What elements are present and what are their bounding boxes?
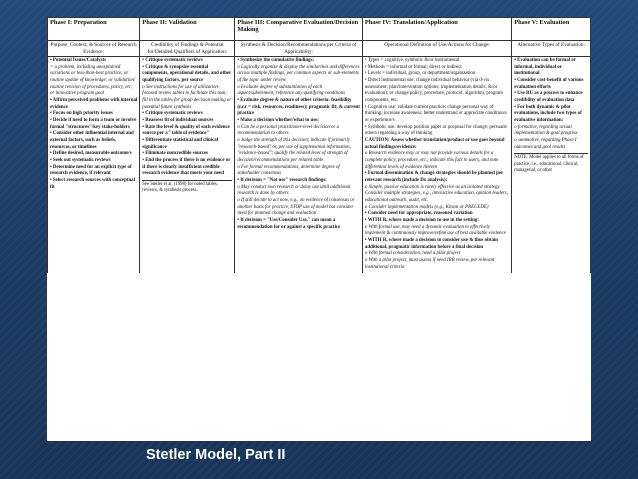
list-item: • Critique systematic reviews [142,58,203,63]
phase-header: Phase III: Comparative Evaluation/Decision Making [235,18,363,41]
phase-subheader: Purpose, Context, & Sources of Research Evidence: [48,41,140,57]
list-item: • Potential Issues/Catalysts [50,58,107,63]
list-item: o Judge the strength of this decision; indicate if primarily "research-based" or, per use of supplemental information, "evidence-based"; qualify the related level of strength of decision/recommendations per related table [237,138,351,164]
list-item: • Make a decision whether/what to use: [237,118,319,124]
phase-subheader: Synthesis & Decision/Recommendations per Criteria of Applicability: [235,41,363,57]
phase-header: Phase V: Evaluation [512,18,591,41]
list-item: • Types = cognitive, symbolic &/or instrumental [364,58,460,63]
list-item: • Seek out systematic reviews [50,158,111,164]
list-item: • Levels = individual, group, or department/organization [364,71,476,77]
phase-column-comparative-evaluation [235,57,363,273]
list-item: CAUTION: Assess whether translation/product or use goes beyond actual findings/evidence: [364,138,505,150]
list-item: o With formal use, may need a dynamic evaluation to effectively implement & continuously improve/refine use of best available evidence [364,224,506,237]
list-item: o Consider implementation models (e.g., Kitson or PRECEDE) [364,204,489,210]
list-item: o Research evidence may or may not provide various details for a complete policy, procedure, etc.; indicate this fact to users, and note differential levels of evidence therein [364,151,499,170]
list-item: • If decision = "Not use" research findings: [237,178,327,184]
list-item: o If still decide to act now, e.g., on evidence of consensus or another basis for practice, STOP use of model but consider need for planned change and evaluation [237,198,355,217]
list-item: • Consider need for appropriate, reasoned variation [364,211,473,217]
list-item: • Symbolic use: develop position paper or proposal for change; persuade others regarding a way of thinking [364,124,507,137]
list-item: o For formal recommendations, determine degree of stakeholder consensus [237,164,340,177]
phase-header: Phase I: Preparation [48,18,140,41]
model-table-document [47,17,591,441]
phase-column-validation [140,57,235,273]
list-item: • WITH R, where made a decision to use in the setting: [364,218,479,224]
list-item: • Direct instrumental use: change individual behavior (via d-vis assessment; plan/intervention options; implementation details; &/or evaluation); or change policy, procedure, protocol, algorithm, program components, etc. [364,78,503,104]
phase-subheader: Alternative Types of Evaluation: [512,41,591,57]
list-item: • Define desired, measurable outcome/s [50,151,132,157]
slide-caption: Stetler Model, Part II [146,447,286,463]
list-item: • Determine need for an explicit type of research evidence, if relevant [50,164,132,177]
list-item: • Focus on high priority issues [50,111,113,117]
list-item: • Methods = informal or formal; direct or indirect [364,64,462,70]
list-item: • Evaluation can be formal or informal, individual or institutional [514,58,576,77]
list-item: • For both dynamic & pilot evaluations, include two types of evaluative information: [514,104,582,124]
list-item: • WITH R, where made a decision to consider use & thus obtain additional, pragmatic information before a final decision [364,238,498,250]
phase-subheader-row [48,41,591,57]
column-note: NOTE: Model applies to all forms of practice, i.e., educational, clinical, managerial, or other [514,153,588,173]
list-item: • End the process if there is no evidence or if there is clearly insufficient credible research evidence that meets your need [142,158,231,177]
list-item: • Reassess fit of individual sources [142,118,214,124]
list-item: o See instructions for use of utilization-focused review tables to facilitate this task; fill in the tables for group decision making or potential future synthesis [142,84,232,110]
list-item: • Cognitive use: validate current practice; change personal way of thinking; increase awareness; better understand or appreciate condition/s or experience/s [364,104,508,124]
list-item: • Formal dissemination & change strategies should be planned per relevant research (include Dx analysis): [364,171,504,184]
phase-column-translation-application [362,57,511,273]
list-item: o With a pilot project, must assess if need IRB review, per relevant institutional criteria [364,258,495,270]
phase-subheader: Operational Definition of Use/Actions for Change: [362,41,511,57]
list-item: o Evaluate degree of substantiation of each aspect/subelement; reference any qualifying conditions [237,84,346,97]
list-item: o Simple, passive education is rarely effective as an isolated strategy. Consider multiple strategies, e.g., interactive education, opinion leaders, educational outreach, audit, etc. [364,184,508,204]
list-item: • Consider other influential internal and external factors, such as beliefs, resources, or timelines [50,131,134,150]
list-item: • Critique systematic reviews [142,111,203,117]
phase-content-row [48,57,591,273]
list-item: o With formal consideration, need a pilot project [364,251,461,257]
list-item: • Affirm perceived problems with internal evidence [50,98,138,110]
phase-subheader: Credibility of Findings & Potential for/Detailed Qualifiers of Application: [140,41,235,57]
list-item: o formative, regarding actual implementation & goal progress [514,124,578,137]
list-item: o Logically organize & display the similarities and differences across multiple findings, per common aspects or sub-elements of the topic under review [237,64,360,84]
list-item: o Can be a personal practitioner-level decision or a recommendation to others [237,124,340,137]
phase-column-evaluation [512,57,591,273]
list-item: • Decide if need to form a team or involve formal "structures"/key stake-holders [50,118,137,130]
phase-column-preparation [48,57,140,273]
stetler-model-table [47,17,591,273]
list-item: • If decision = "Use/Consider Use," can mean a recommendation for or against a specific practice [237,218,341,230]
list-item: • Differentiate statistical and clinical significance [142,138,219,150]
phase-header: Phase II: Validation [140,18,235,41]
list-item: • Consider cost-benefit of various evaluation efforts [514,78,584,90]
column-note: See Stetler et al. (1998) for noted tables, reviews, & synthesis process. [142,180,232,194]
list-item: • Synthesize the cumulative findings: [237,58,315,63]
list-item: • Evaluate degree & nature of other criteria: feasibility (r,r,r = risk, resources, readiness); pragmatic fit; & current practice [237,98,360,117]
list-item: • Select research sources with conceptual fit [50,178,135,190]
list-item: o summative, regarding Phase I outcomes and goal results [514,138,577,150]
list-item: = a problem, including unexplained variations or less-than-best practice; or routine update of knowledge; or validation/ routine revision of procedures, policy, etc; or innovative program goal [50,64,136,97]
list-item: • Critique & synopsize essential components, operational details, and other qualifying factors, per source [142,64,232,84]
list-item: • Eliminate noncredible sources [142,151,209,157]
list-item: • Rate the level & quality of each evidence source per a "table of evidence" [142,124,230,137]
phase-header: Phase IV: Translation/Application [362,18,511,41]
list-item: • Use RU as a process to enhance credibility of evaluation data [514,91,583,104]
phase-header-row [48,18,591,41]
list-item: o May conduct own research or delay use until additional research is done by others [237,184,351,197]
